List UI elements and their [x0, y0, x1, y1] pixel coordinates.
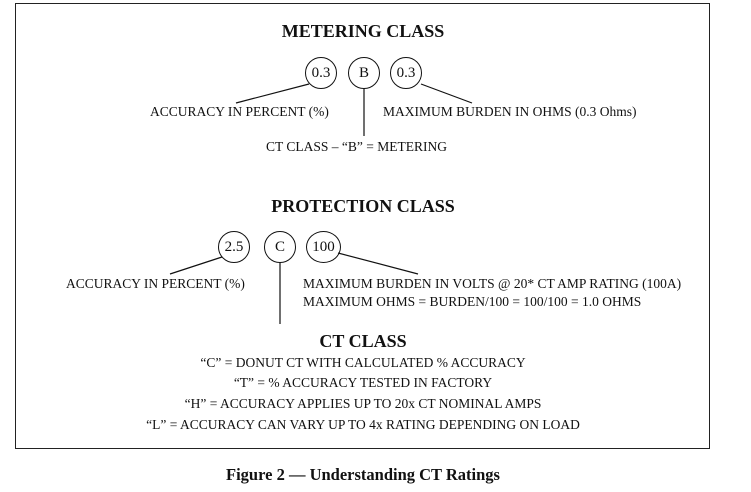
metering-burden-code: 0.3	[390, 57, 422, 89]
protection-burden-connector	[338, 253, 418, 274]
protection-title: PROTECTION CLASS	[271, 196, 455, 216]
protection-burden-label-line2: MAXIMUM OHMS = BURDEN/100 = 100/100 = 1.0 OHMS	[303, 294, 642, 309]
ct-class-title: CT CLASS	[319, 331, 407, 351]
protection-accuracy-label: ACCURACY IN PERCENT (%)	[66, 276, 245, 291]
ct-class-item-l: “L” = ACCURACY CAN VARY UP TO 4x RATING DEPENDING ON LOAD	[146, 417, 580, 432]
metering-burden-connector	[421, 84, 472, 103]
metering-accuracy-code: 0.3	[305, 57, 337, 89]
metering-class-code: B	[348, 57, 380, 89]
protection-accuracy-connector	[170, 257, 222, 274]
metering-accuracy-label: ACCURACY IN PERCENT (%)	[150, 104, 329, 119]
metering-burden-label: MAXIMUM BURDEN IN OHMS (0.3 Ohms)	[383, 104, 637, 119]
ct-class-item-t: “T” = % ACCURACY TESTED IN FACTORY	[233, 375, 493, 390]
ct-class-item-c: “C” = DONUT CT WITH CALCULATED % ACCURACY	[200, 355, 526, 370]
ct-class-item-h: “H” = ACCURACY APPLIES UP TO 20x CT NOMINAL AMPS	[184, 396, 542, 411]
metering-class-label: CT CLASS – “B” = METERING	[266, 139, 447, 154]
metering-accuracy-connector	[236, 84, 309, 103]
protection-class-code: C	[264, 231, 296, 263]
metering-title: METERING CLASS	[281, 21, 445, 41]
protection-burden-code: 100	[306, 231, 341, 263]
protection-accuracy-code: 2.5	[218, 231, 250, 263]
figure-caption: Figure 2 — Understanding CT Ratings	[226, 465, 500, 484]
protection-burden-label-line1: MAXIMUM BURDEN IN VOLTS @ 20* CT AMP RATING (100A)	[303, 276, 682, 291]
